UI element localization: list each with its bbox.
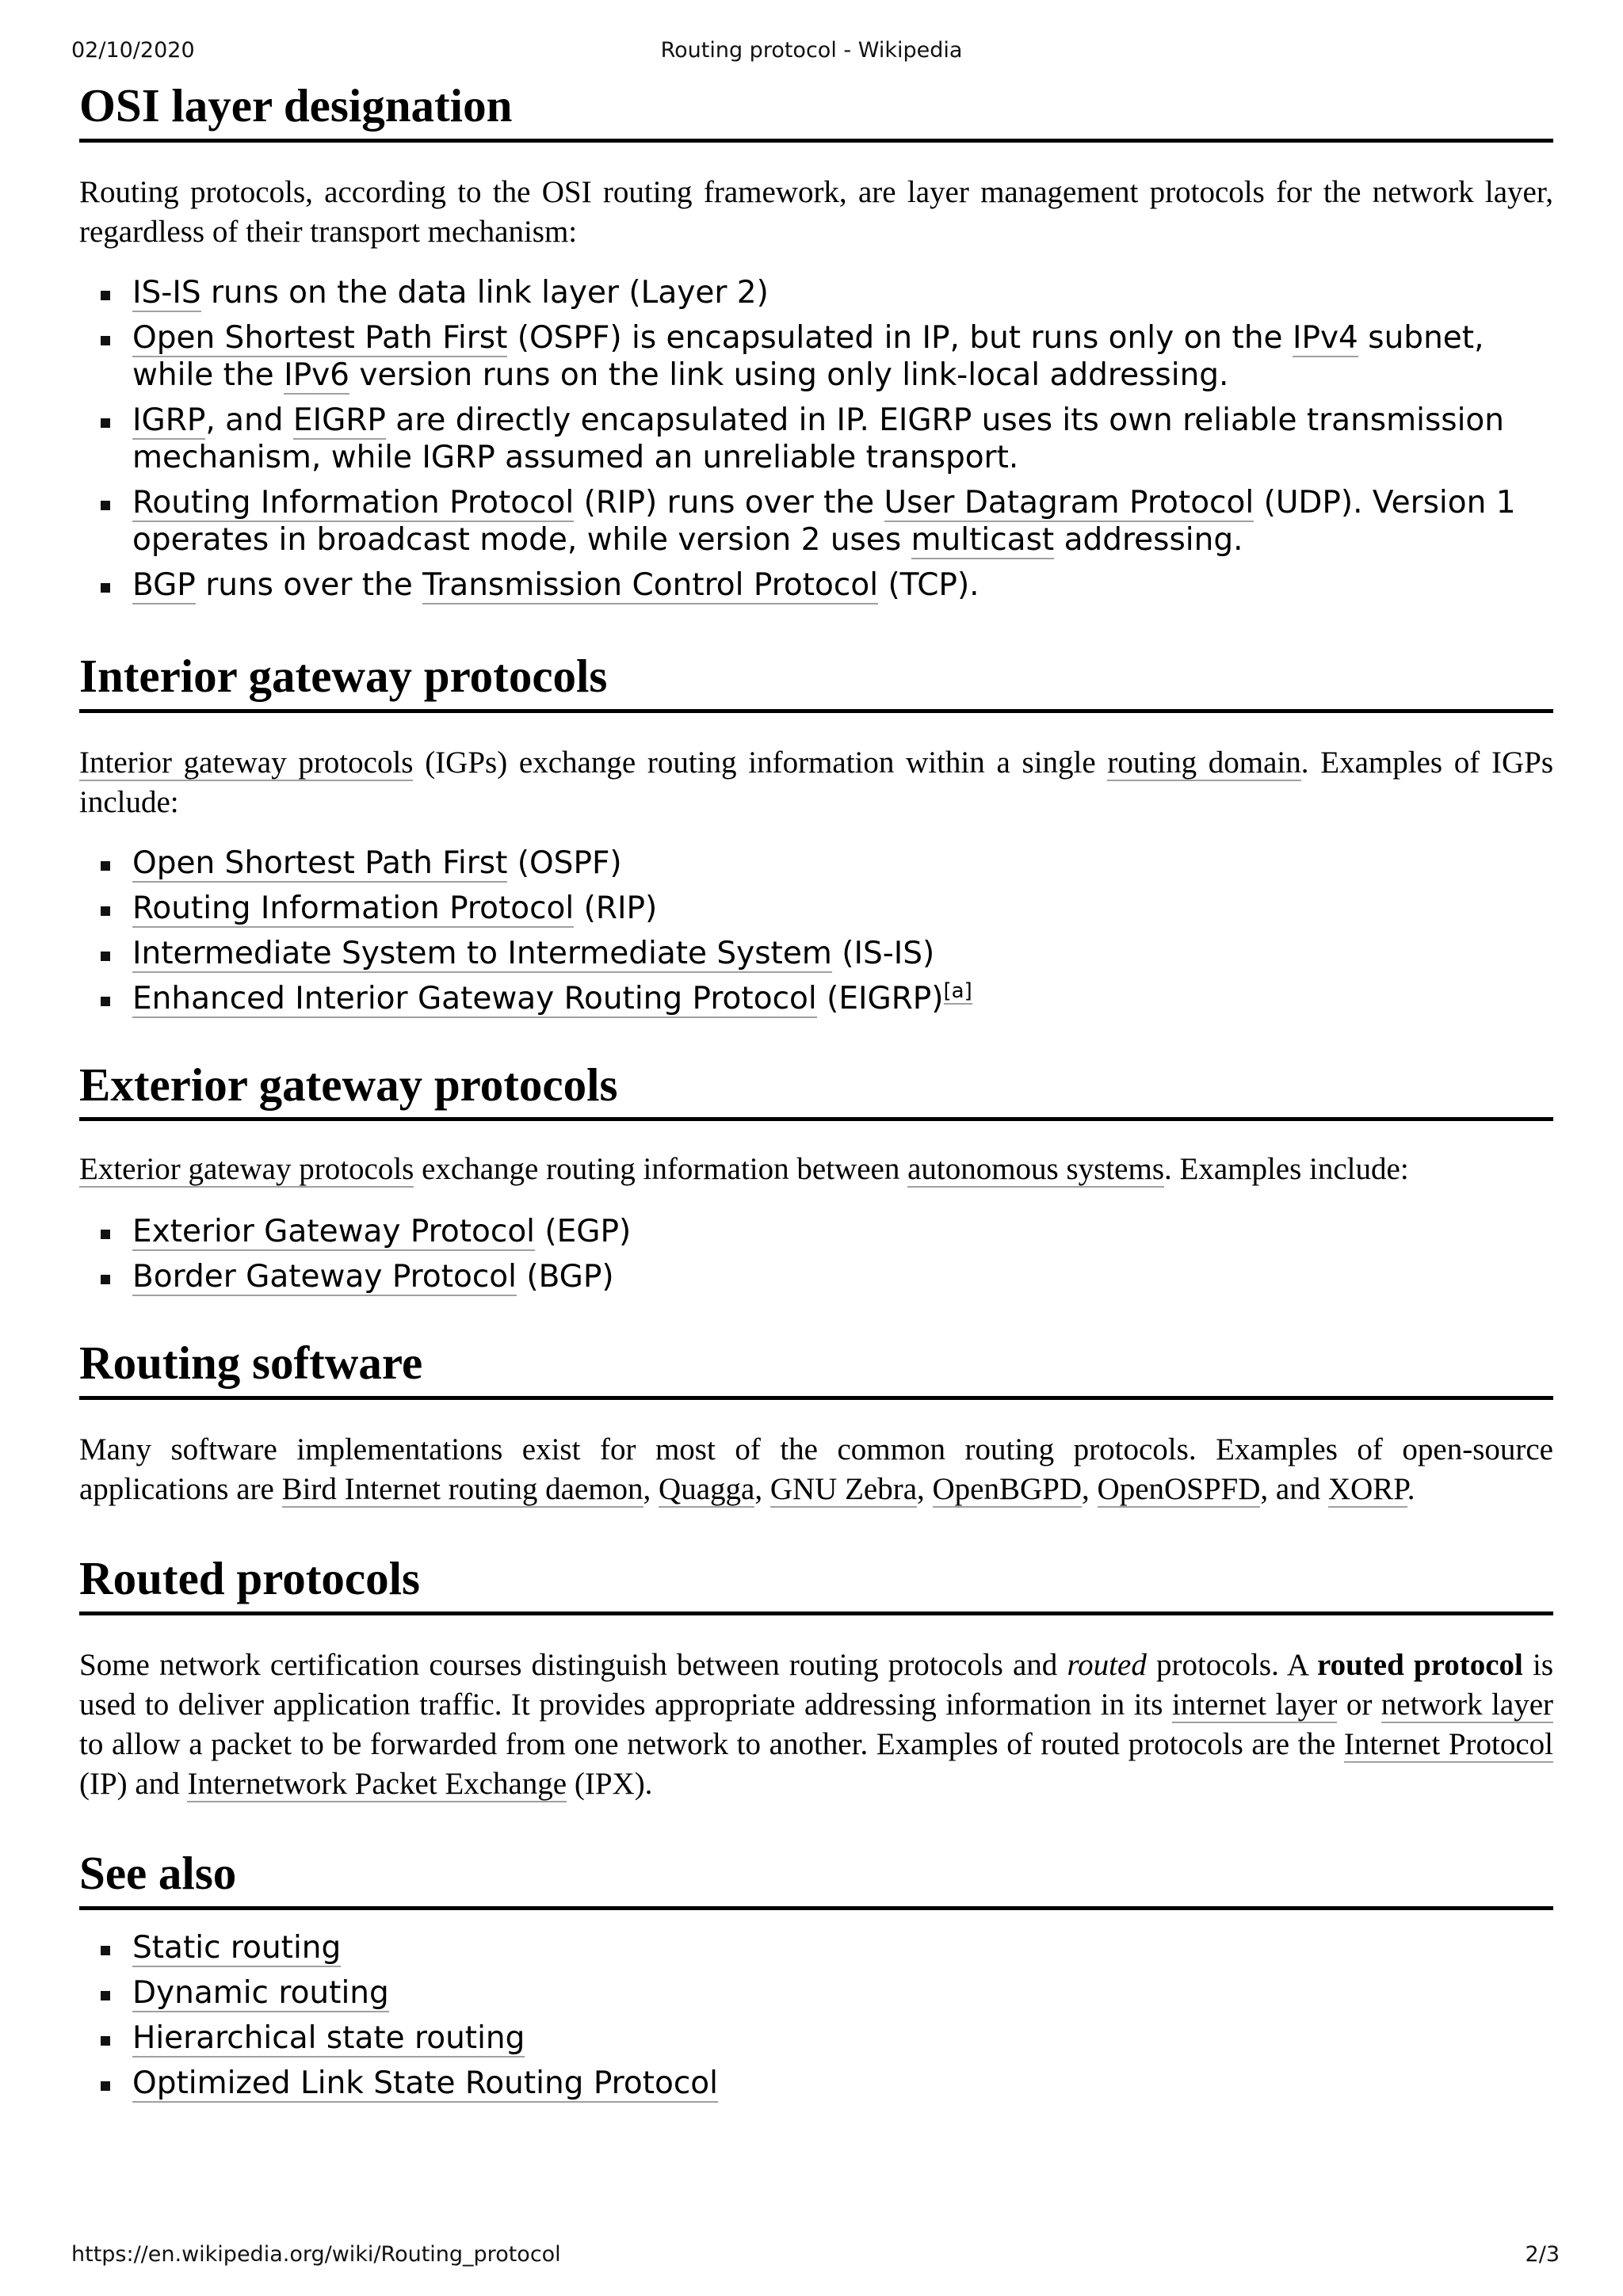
paragraph-text: , and (1260, 1472, 1328, 1507)
list-item-text: runs on the data link layer (Layer 2) (200, 274, 769, 311)
heading-routed-protocols: Routed protocols (79, 1550, 1553, 1615)
link-interior-gateway-protocols[interactable]: Interior gateway protocols (79, 745, 414, 780)
paragraph-text: Many software implementations exist for most of the common routing protocols. Examples of open-source applications are (79, 1432, 1553, 1507)
paragraph-text: protocols. A (1146, 1647, 1317, 1682)
link-is-is[interactable]: IS-IS (132, 274, 201, 311)
list-item (132, 2065, 1553, 2102)
heading-exterior-gateway-protocols: Exterior gateway protocols (79, 1057, 1553, 1122)
list-item-text: addressing. (1054, 521, 1243, 558)
link-xorp[interactable]: XORP (1327, 1472, 1407, 1507)
paragraph-text: exchange routing information between (414, 1152, 908, 1187)
link-gnu-zebra[interactable]: GNU Zebra (769, 1472, 918, 1507)
link-olsr[interactable]: Optimized Link State Routing Protocol (132, 2065, 719, 2101)
link-tcp[interactable]: Transmission Control Protocol (422, 566, 879, 603)
list-item (132, 319, 1553, 394)
list-item (132, 402, 1553, 476)
link-eigrp-full[interactable]: Enhanced Interior Gateway Routing Protocol (132, 980, 817, 1016)
list-item (132, 1258, 1553, 1295)
routed-paragraph (79, 1646, 1553, 1804)
igp-intro (79, 743, 1553, 822)
link-openbgpd[interactable]: OpenBGPD (932, 1472, 1083, 1507)
paragraph-text: , (754, 1472, 770, 1507)
link-ipv4[interactable]: IPv4 (1292, 319, 1358, 356)
igp-list (79, 845, 1553, 1017)
link-multicast[interactable]: multicast (911, 521, 1055, 558)
list-item-text: (OSPF) is encapsulated in IP, but runs only on the (507, 319, 1293, 356)
list-item (132, 845, 1553, 882)
print-date: 02/10/2020 (71, 38, 195, 63)
emphasis-routed: routed (1067, 1647, 1147, 1682)
link-egp[interactable]: Exterior Gateway Protocol (132, 1214, 536, 1250)
paragraph-text: . Examples of IGPs include: (79, 745, 1553, 819)
list-item (132, 1929, 1553, 1966)
article-content (79, 78, 1553, 2110)
link-autonomous-systems[interactable]: autonomous systems (907, 1152, 1164, 1187)
egp-intro (79, 1150, 1553, 1189)
list-item-text: (BGP) (517, 1259, 614, 1295)
paragraph-text: or (1337, 1687, 1381, 1722)
link-openospfd[interactable]: OpenOSPFD (1097, 1472, 1261, 1507)
list-item-text: are directly encapsulated in IP. EIGRP uses its own reliable transmission mechanism, while IGRP assumed an unreliable transport. (132, 402, 1504, 475)
link-internet-protocol[interactable]: Internet Protocol (1343, 1726, 1553, 1761)
print-url: https://en.wikipedia.org/wiki/Routing_protocol (71, 2242, 561, 2267)
list-item-text: , and (205, 402, 293, 438)
link-ospf[interactable]: Open Shortest Path First (132, 845, 508, 881)
list-item-text: runs over the (195, 566, 423, 603)
link-dynamic-routing[interactable]: Dynamic routing (132, 1974, 389, 2011)
paragraph-text: . (1407, 1472, 1415, 1507)
paragraph-text: , (917, 1472, 933, 1507)
heading-see-also: See also (79, 1845, 1553, 1910)
heading-interior-gateway-protocols: Interior gateway protocols (79, 648, 1553, 713)
paragraph-text: (IPX). (567, 1766, 653, 1801)
list-item (132, 484, 1553, 559)
heading-routing-software: Routing software (79, 1335, 1553, 1400)
link-rip[interactable]: Routing Information Protocol (132, 890, 575, 926)
list-item-text: (IS-IS) (831, 935, 935, 971)
list-item-text: (UDP). Version 1 operates in broadcast mode, while version 2 uses (132, 484, 1516, 558)
print-page-number: 2/3 (1525, 2242, 1560, 2267)
link-network-layer[interactable]: network layer (1381, 1687, 1553, 1722)
footnote-ref-a[interactable]: [a] (943, 978, 972, 1003)
list-item (132, 566, 1553, 604)
link-is-is-full[interactable]: Intermediate System to Intermediate System (132, 935, 832, 971)
link-static-routing[interactable]: Static routing (132, 1929, 342, 1966)
link-bgp-full[interactable]: Border Gateway Protocol (132, 1259, 517, 1295)
list-item (132, 2019, 1553, 2057)
link-ipx[interactable]: Internetwork Packet Exchange (187, 1766, 567, 1801)
link-quagga[interactable]: Quagga (659, 1472, 755, 1507)
link-routing-domain[interactable]: routing domain (1107, 745, 1301, 780)
paragraph-text: , (643, 1472, 659, 1507)
paragraph-text: to allow a packet to be forwarded from one network to another. Examples of routed protocols are the (79, 1726, 1344, 1761)
link-exterior-gateway-protocols[interactable]: Exterior gateway protocols (79, 1152, 414, 1187)
paragraph-text: is used to deliver application traffic. It provides appropriate addressing information in its (79, 1647, 1554, 1722)
paragraph-text: Some network certification courses distinguish between routing protocols and (79, 1647, 1067, 1682)
link-internet-layer[interactable]: internet layer (1171, 1687, 1338, 1722)
list-item (132, 1974, 1553, 2012)
link-bgp[interactable]: BGP (132, 566, 196, 603)
list-item-text: (RIP) runs over the (574, 484, 884, 521)
list-item-text: subnet, while the (132, 319, 1484, 393)
print-page-title: Routing protocol - Wikipedia (660, 38, 963, 63)
link-ipv6[interactable]: IPv6 (284, 357, 349, 393)
link-ospf[interactable]: Open Shortest Path First (132, 319, 508, 356)
list-item-text: (TCP). (878, 566, 980, 603)
link-eigrp[interactable]: EIGRP (292, 402, 386, 438)
list-item-text: (OSPF) (507, 845, 622, 881)
see-also-list (79, 1929, 1553, 2102)
list-item-text: (RIP) (574, 890, 658, 926)
list-item (132, 935, 1553, 972)
list-item-text: (EGP) (535, 1214, 632, 1250)
link-rip[interactable]: Routing Information Protocol (132, 484, 575, 521)
link-udp[interactable]: User Datagram Protocol (884, 484, 1254, 521)
software-paragraph (79, 1430, 1553, 1509)
list-item-text: version runs on the link using only link-local addressing. (349, 357, 1229, 393)
bold-routed-protocol: routed protocol (1317, 1647, 1523, 1682)
list-item (132, 890, 1553, 927)
osi-intro: Routing protocols, according to the OSI routing framework, are layer management protocols for the network layer, regardless of their transport mechanism: (79, 174, 1553, 249)
egp-list (79, 1213, 1553, 1295)
link-bird[interactable]: Bird Internet routing daemon (281, 1472, 643, 1507)
link-hierarchical-state-routing[interactable]: Hierarchical state routing (132, 2019, 525, 2056)
list-item (132, 980, 1553, 1017)
list-item (132, 1213, 1553, 1250)
heading-osi-layer-designation: OSI layer designation (79, 78, 1553, 143)
paragraph-text: , (1082, 1472, 1098, 1507)
osi-list (79, 274, 1553, 604)
paragraph-text: (IGPs) exchange routing information within a single (413, 745, 1108, 780)
list-item (132, 274, 1553, 311)
list-item-text: (EIGRP) (816, 980, 944, 1016)
paragraph-text: (IP) and (79, 1766, 188, 1801)
paragraph-text: . Examples include: (1164, 1152, 1409, 1187)
link-igrp[interactable]: IGRP (132, 402, 206, 438)
